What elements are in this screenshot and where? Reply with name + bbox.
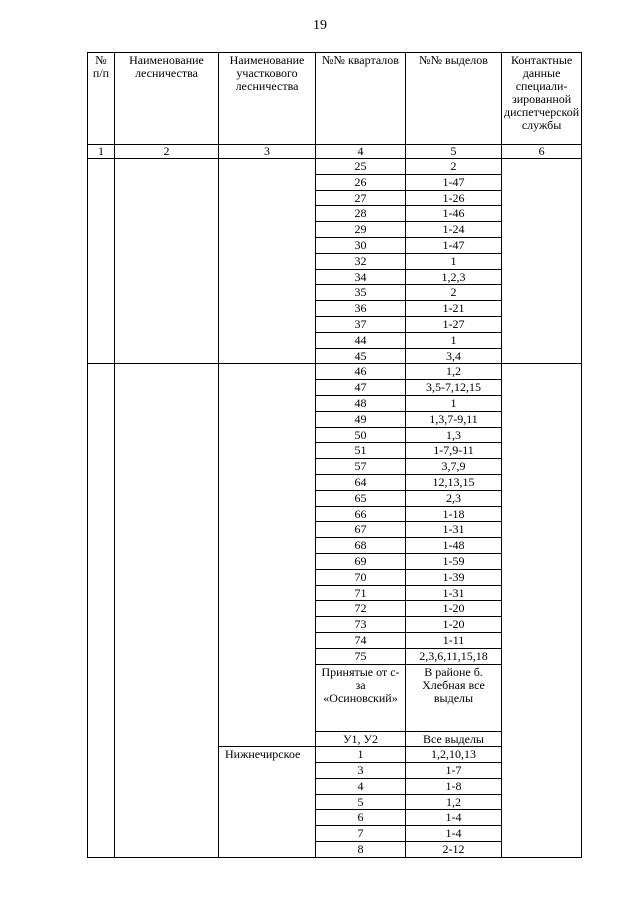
quarter-cell: 5 [316, 794, 406, 810]
allotment-cell: 1-20 [406, 601, 502, 617]
quarter-cell: 44 [316, 332, 406, 348]
column-number: 3 [219, 145, 316, 159]
quarter-cell: 36 [316, 301, 406, 317]
quarter-cell: У1, У2 [316, 731, 406, 747]
quarter-cell: 75 [316, 648, 406, 664]
quarter-cell: 68 [316, 538, 406, 554]
quarter-cell: 67 [316, 522, 406, 538]
allotment-cell: 3,5-7,12,15 [406, 380, 502, 396]
quarter-cell: 7 [316, 826, 406, 842]
quarter-cell: 35 [316, 285, 406, 301]
quarter-cell: 50 [316, 427, 406, 443]
quarter-cell: 49 [316, 411, 406, 427]
quarter-cell: 64 [316, 474, 406, 490]
allotment-cell: 1,3 [406, 427, 502, 443]
allotment-cell: 1 [406, 253, 502, 269]
header-forestry: Наименование лесничества [115, 53, 219, 145]
allotment-cell: 1-39 [406, 569, 502, 585]
subdistrict-cell: Нижнечирское [219, 747, 316, 858]
column-number: 1 [88, 145, 115, 159]
number-cell [88, 364, 115, 858]
allotment-cell: 1-24 [406, 222, 502, 238]
allotment-cell: 1-20 [406, 617, 502, 633]
allotment-cell: 1-26 [406, 190, 502, 206]
allotment-cell: 1-47 [406, 237, 502, 253]
allotment-cell: 1-47 [406, 174, 502, 190]
allotment-cell: Все выделы [406, 731, 502, 747]
quarter-cell: 1 [316, 747, 406, 763]
header-number: № п/п [88, 53, 115, 145]
allotment-cell: 1-7,9-11 [406, 443, 502, 459]
allotment-cell: 1-31 [406, 522, 502, 538]
quarter-cell: 6 [316, 810, 406, 826]
column-number: 5 [406, 145, 502, 159]
quarter-cell: 8 [316, 842, 406, 858]
allotment-cell: 3,4 [406, 348, 502, 364]
allotment-cell: 1,2 [406, 794, 502, 810]
allotment-cell: 1-21 [406, 301, 502, 317]
header-subdistrict: Наименование участкового лесничества [219, 53, 316, 145]
quarter-cell: 51 [316, 443, 406, 459]
contact-cell [502, 159, 582, 364]
subdistrict-cell [219, 159, 316, 364]
header-row [88, 53, 582, 145]
number-cell [88, 159, 115, 364]
quarter-cell: 57 [316, 459, 406, 475]
column-number: 2 [115, 145, 219, 159]
allotment-cell: 1-31 [406, 585, 502, 601]
allotment-cell: 1-48 [406, 538, 502, 554]
forestry-table [87, 52, 582, 858]
quarter-cell: 34 [316, 269, 406, 285]
allotment-cell: 2,3 [406, 490, 502, 506]
header-allotments: №№ выделов [406, 53, 502, 145]
page-number: 19 [313, 18, 327, 33]
allotment-cell: 1-4 [406, 810, 502, 826]
allotment-cell: 1,3,7-9,11 [406, 411, 502, 427]
quarter-cell: 46 [316, 364, 406, 380]
quarter-cell: 4 [316, 778, 406, 794]
quarter-cell: 48 [316, 395, 406, 411]
quarter-cell: Принятые от с-за «Осиновский» [316, 664, 406, 731]
allotment-cell: 1-46 [406, 206, 502, 222]
quarter-cell: 71 [316, 585, 406, 601]
table-row [88, 159, 582, 175]
quarter-cell: 70 [316, 569, 406, 585]
quarter-cell: 65 [316, 490, 406, 506]
allotment-cell: В районе б. Хлебная все выделы [406, 664, 502, 731]
allotment-cell: 1,2,3 [406, 269, 502, 285]
allotment-cell: 2,3,6,11,15,18 [406, 648, 502, 664]
allotment-cell: 1 [406, 332, 502, 348]
allotment-cell: 2-12 [406, 842, 502, 858]
quarter-cell: 72 [316, 601, 406, 617]
forestry-cell [115, 159, 219, 364]
allotment-cell: 2 [406, 159, 502, 175]
table-body [88, 159, 582, 858]
allotment-cell: 1-27 [406, 316, 502, 332]
quarter-cell: 37 [316, 316, 406, 332]
quarter-cell: 30 [316, 237, 406, 253]
allotment-cell: 2 [406, 285, 502, 301]
allotment-cell: 1 [406, 395, 502, 411]
quarter-cell: 27 [316, 190, 406, 206]
table-row [88, 364, 582, 380]
quarter-cell: 45 [316, 348, 406, 364]
allotment-cell: 3,7,9 [406, 459, 502, 475]
quarter-cell: 26 [316, 174, 406, 190]
quarter-cell: 3 [316, 763, 406, 779]
contact-cell [502, 364, 582, 858]
forestry-cell [115, 364, 219, 858]
allotment-cell: 1-59 [406, 553, 502, 569]
subdistrict-cell [219, 364, 316, 747]
column-number-row [88, 145, 582, 159]
quarter-cell: 47 [316, 380, 406, 396]
quarter-cell: 73 [316, 617, 406, 633]
quarter-cell: 74 [316, 632, 406, 648]
allotment-cell: 1-18 [406, 506, 502, 522]
header-contacts: Контактные данные специали-зированной диспетчерской службы [502, 53, 582, 145]
column-number: 6 [502, 145, 582, 159]
allotment-cell: 1,2,10,13 [406, 747, 502, 763]
column-number: 4 [316, 145, 406, 159]
allotment-cell: 1-7 [406, 763, 502, 779]
quarter-cell: 69 [316, 553, 406, 569]
quarter-cell: 66 [316, 506, 406, 522]
allotment-cell: 12,13,15 [406, 474, 502, 490]
allotment-cell: 1,2 [406, 364, 502, 380]
allotment-cell: 1-8 [406, 778, 502, 794]
header-quarters: №№ кварталов [316, 53, 406, 145]
quarter-cell: 25 [316, 159, 406, 175]
allotment-cell: 1-11 [406, 632, 502, 648]
quarter-cell: 29 [316, 222, 406, 238]
quarter-cell: 28 [316, 206, 406, 222]
quarter-cell: 32 [316, 253, 406, 269]
allotment-cell: 1-4 [406, 826, 502, 842]
